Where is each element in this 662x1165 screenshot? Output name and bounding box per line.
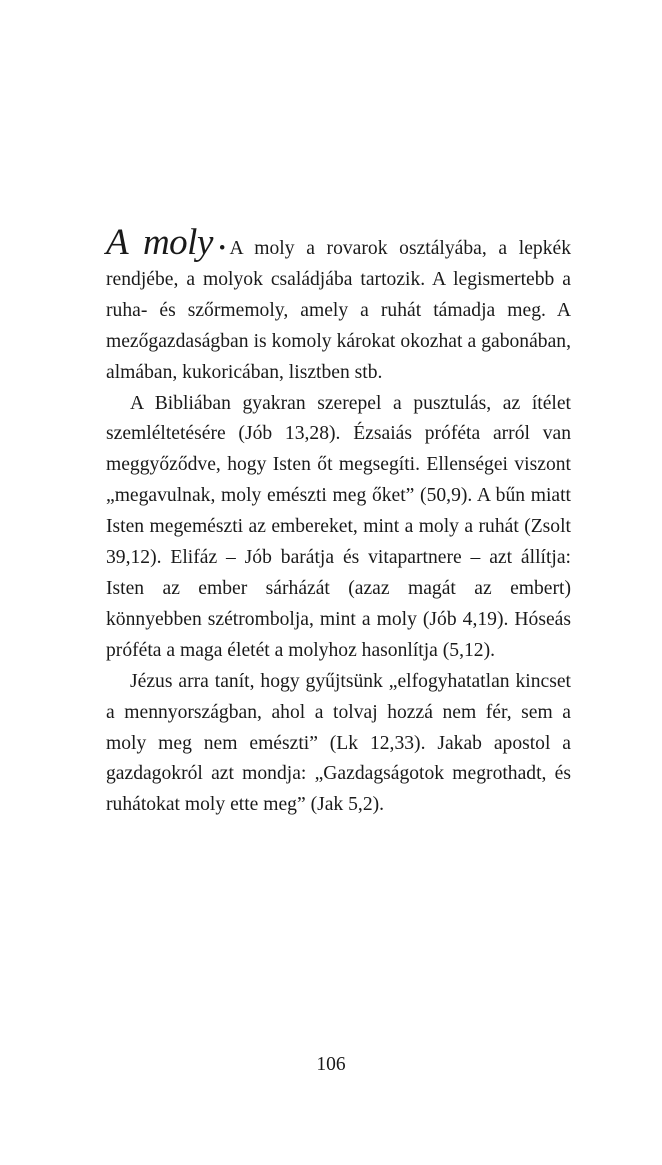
entry-title: A moly: [106, 222, 213, 263]
intro-text: A moly a rovarok osztályába, a lepkék rendjébe, a molyok családjába tartozik. A legismertebb a ruha- és szőrmemoly, amely a ruhát támadja meg. A mezőgazdaságban is komoly károkat okozhat a gabonában, almában, kukoricában, lisztben stb.: [106, 238, 571, 383]
body-paragraph-2: Jézus arra tanít, hogy gyűjtsünk „elfogyhatatlan kincset a mennyországban, ahol a tolvaj hozzá nem fér, sem a moly meg nem emészti” (Lk 12,33). Jakab apostol a gazdagokról azt mondja: „Gazdagságotok megrothadt, és ruhátokat moly ette meg” (Jak 5,2).: [106, 670, 571, 816]
intro-paragraph: [106, 222, 571, 389]
title-bullet: •: [218, 238, 226, 259]
entry-text: [106, 222, 571, 821]
body-paragraph-1: A Bibliában gyakran szerepel a pusztulás, az ítélet szemléltetésére (Jób 13,28). Ézsaiás próféta arról van meggyőződve, hogy Isten őt megsegíti. Ellenségei viszont „megavulnak, moly emészti meg őket” (50,9). A bűn miatt Isten megemészti az embereket, mint a moly a ruhát (Zsolt 39,12). Elifáz – Jób barátja és vitapartnere – azt állítja: Isten az ember sárházát (azaz magát az embert) könnyebben szétrombolja, mint a moly (Jób 4,19). Hóseás próféta a maga életét a molyhoz hasonlítja (5,12).: [106, 392, 571, 661]
page-number: 106: [316, 1054, 346, 1075]
